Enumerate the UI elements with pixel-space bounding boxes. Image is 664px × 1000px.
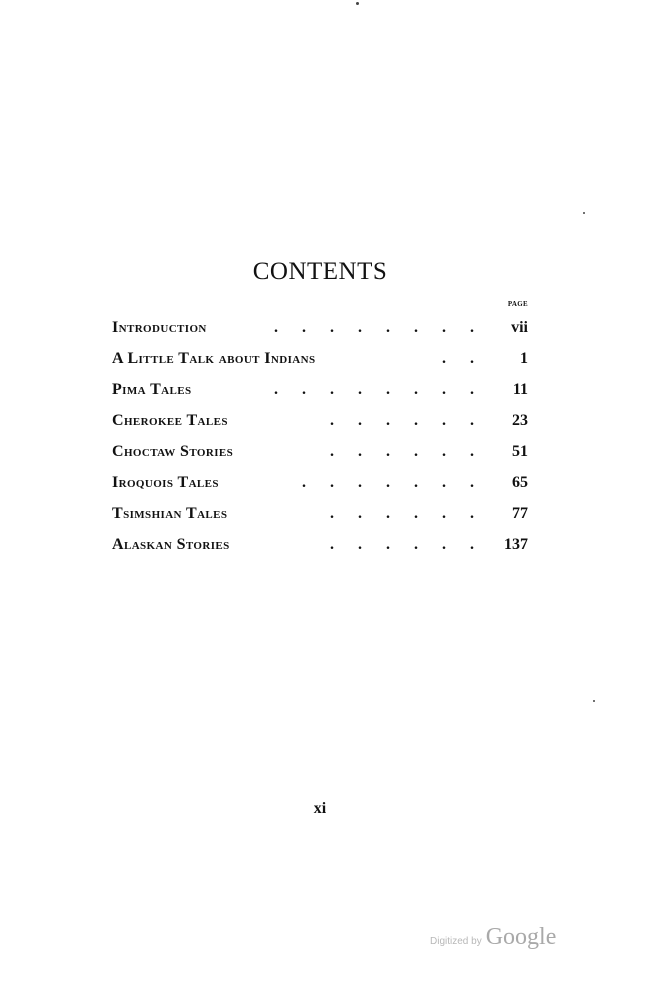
toc-entry-title: A Little Talk about Indians bbox=[112, 349, 316, 367]
dot-leader: . . . . . . bbox=[330, 535, 474, 553]
toc-entry-title: Alaskan Stories bbox=[112, 535, 230, 553]
scan-speck bbox=[583, 212, 585, 214]
dot-leader: . . . . . . . . bbox=[274, 380, 474, 398]
watermark-logo-text: Google bbox=[485, 924, 557, 950]
toc-entry-page: 1 bbox=[520, 349, 528, 367]
toc-entry[interactable] bbox=[112, 498, 528, 529]
toc-entry[interactable] bbox=[112, 405, 528, 436]
scan-speck bbox=[356, 2, 359, 5]
watermark-small-text: Digitized by bbox=[430, 936, 482, 947]
dot-leader: . . . . . . . . bbox=[274, 318, 474, 336]
digitized-watermark bbox=[430, 924, 580, 954]
dot-leader: . . bbox=[442, 349, 474, 367]
toc-entry-page: 51 bbox=[512, 442, 528, 460]
dot-leader: . . . . . . bbox=[330, 442, 474, 460]
toc-entry-title: Tsimshian Tales bbox=[112, 504, 228, 522]
toc-entry-title: Pima Tales bbox=[112, 380, 192, 398]
dot-leader: . . . . . . bbox=[330, 411, 474, 429]
toc-entry[interactable] bbox=[112, 529, 528, 560]
page-column-label: PAGE bbox=[507, 300, 528, 308]
toc-entry[interactable] bbox=[112, 436, 528, 467]
toc-entry-title: Iroquois Tales bbox=[112, 473, 219, 491]
toc-entry[interactable] bbox=[112, 374, 528, 405]
toc-entry-page: 137 bbox=[504, 535, 528, 553]
dot-leader: . . . . . . . bbox=[302, 473, 474, 491]
toc-entry-page: 11 bbox=[512, 380, 528, 398]
page-title: CONTENTS bbox=[252, 258, 388, 285]
toc-entry-title: Choctaw Stories bbox=[112, 442, 234, 460]
toc-entry[interactable] bbox=[112, 312, 528, 343]
toc-entry-page: 23 bbox=[512, 411, 528, 429]
toc-entry[interactable] bbox=[112, 343, 528, 374]
toc-entry-title: Introduction bbox=[112, 318, 207, 336]
toc-entry-title: Cherokee Tales bbox=[112, 411, 228, 429]
dot-leader: . . . . . . bbox=[330, 504, 474, 522]
toc-entry-page: 77 bbox=[512, 504, 528, 522]
scan-speck bbox=[593, 700, 595, 702]
toc-entry[interactable] bbox=[112, 467, 528, 498]
toc-entry-page: 65 bbox=[512, 473, 528, 491]
toc-entry-page: vii bbox=[511, 318, 528, 336]
page-folio: xi bbox=[313, 800, 327, 817]
table-of-contents bbox=[112, 312, 528, 560]
